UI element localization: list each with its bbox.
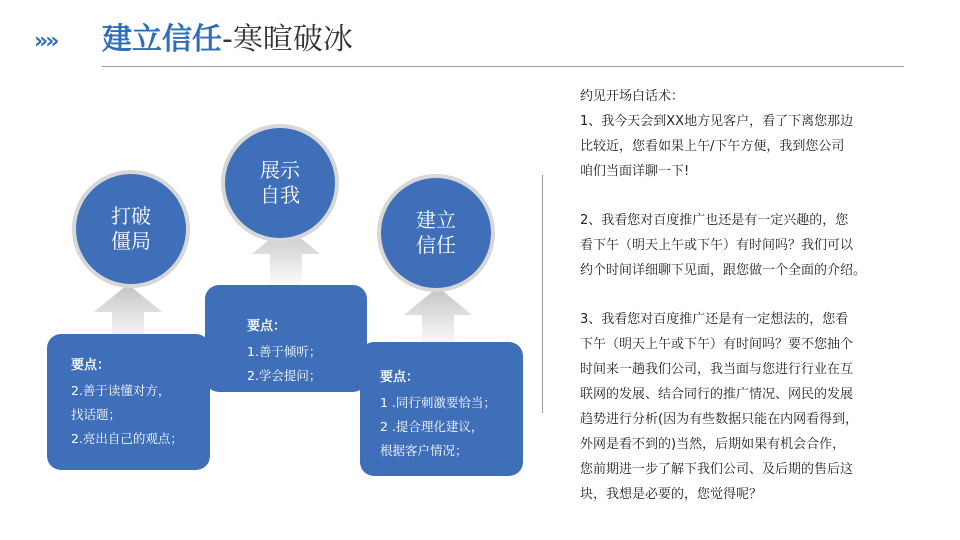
script-line: 外网是看不到的)当然，后期如果有机会合作，	[580, 437, 846, 452]
box-line: 2 .提合理化建议，	[380, 419, 484, 434]
box-line: 2.学会提问；	[247, 368, 322, 383]
script-line: 您前期进一步了解下我们公司、及后期的售后这	[580, 462, 854, 477]
circle-label: 展示 自我	[260, 158, 300, 207]
circle-label: 打破 僵局	[111, 204, 151, 253]
box-heading: 要点：	[71, 358, 111, 373]
script-line: 趋势进行分析(因为有些数据只能在内网看得到，	[580, 412, 859, 427]
title-main: 建立信任	[102, 22, 222, 57]
box-line: 2.亮出自己的观点；	[71, 431, 183, 446]
script-line: 看下午（明天上午或下午）有时间吗？我们可以	[580, 238, 854, 253]
box-line: 2.善于读懂对方，	[71, 383, 171, 398]
script-title: 约见开场白话术：	[580, 89, 685, 104]
script-line: 时间来一趟我们公司，我当面与您进行行业在互	[580, 362, 854, 377]
circle-break-ice	[72, 170, 190, 288]
circle-build-trust	[377, 174, 495, 292]
script-line: 2、我看您对百度推广也还是有一定兴趣的，您	[580, 213, 849, 228]
script-line: 咱们当面详聊一下!	[580, 164, 690, 179]
script-line: 1、我今天会到XX地方见客户，看了下离您那边	[580, 114, 854, 129]
keypoint-box-2	[205, 285, 367, 392]
box-line: 1.善于倾听；	[247, 344, 322, 359]
header-divider	[102, 66, 904, 67]
circle-show-self	[221, 124, 339, 242]
vertical-divider	[542, 175, 543, 413]
box-line: 找话题；	[71, 407, 122, 422]
script-line: 3、我看您对百度推广还是有一定想法的，您看	[580, 312, 849, 327]
script-line: 比较近，您看如果上午/下午方便，我到您公司	[580, 139, 845, 154]
chevrons-icon: »»	[34, 29, 57, 54]
box-heading: 要点：	[380, 370, 420, 385]
keypoint-box-1	[47, 334, 210, 470]
script-text	[580, 84, 910, 507]
script-line: 块，我想是必要的，您觉得呢？	[580, 487, 763, 502]
script-line: 约个时间详细聊下见面，跟您做一个全面的介绍。	[580, 263, 867, 278]
circle-label: 建立 信任	[416, 208, 456, 257]
box-line: 1 .同行刺激要恰当；	[380, 395, 496, 410]
script-line: 下午（明天上午或下午）有时间吗？要不您抽个	[580, 337, 854, 352]
keypoint-box-3	[360, 342, 523, 476]
script-line: 联网的发展、结合同行的推广情况、网民的发展	[580, 387, 854, 402]
arrow-up-icon	[404, 287, 472, 349]
page-title	[102, 20, 353, 60]
box-heading: 要点：	[247, 319, 287, 334]
title-sub: -寒暄破冰	[222, 22, 353, 57]
box-line: 根据客户情况；	[380, 443, 468, 458]
